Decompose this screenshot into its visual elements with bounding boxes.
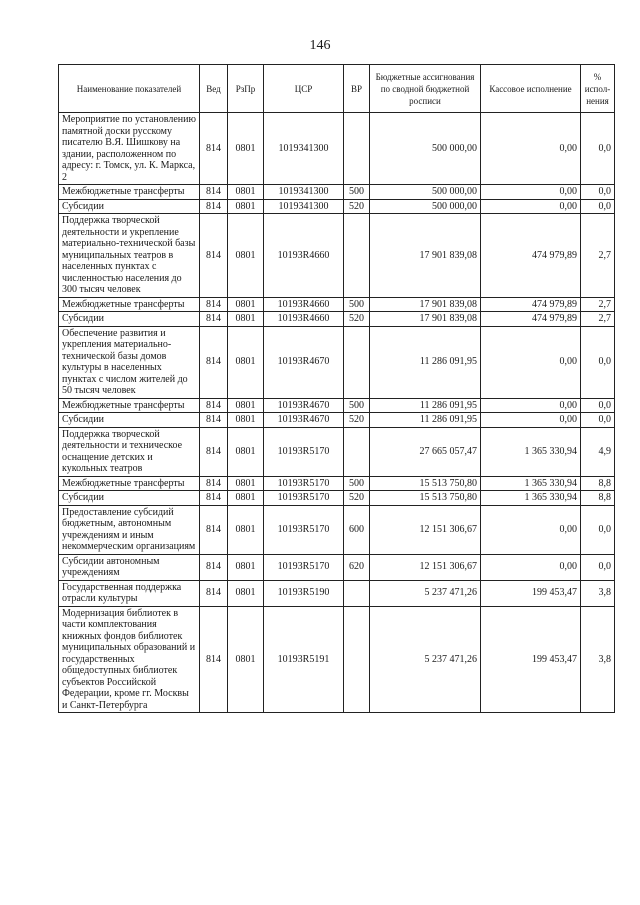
row-rzpr: 0801 — [228, 297, 264, 312]
row-budget: 11 286 091,95 — [370, 326, 481, 398]
row-rzpr: 0801 — [228, 199, 264, 214]
row-csr: 10193R4660 — [264, 214, 344, 298]
row-rzpr: 0801 — [228, 413, 264, 428]
table-row — [59, 326, 615, 398]
header-cash: Кассовое исполнение — [481, 65, 581, 113]
row-csr: 1019341300 — [264, 199, 344, 214]
table-row — [59, 554, 615, 580]
row-name: Поддержка творческой деятельности и укрепление материально-технической базы муниципальных театров в населенных пунктах с численностью населения до 300 тысяч человек — [59, 214, 200, 298]
table-row — [59, 199, 615, 214]
row-rzpr: 0801 — [228, 214, 264, 298]
row-vr: 500 — [344, 297, 370, 312]
row-pct: 0,0 — [581, 554, 615, 580]
row-ved: 814 — [200, 214, 228, 298]
header-ved: Вед — [200, 65, 228, 113]
row-vr — [344, 606, 370, 713]
row-cash: 1 365 330,94 — [481, 491, 581, 506]
row-cash: 1 365 330,94 — [481, 427, 581, 476]
table-row — [59, 113, 615, 185]
row-name: Межбюджетные трансферты — [59, 297, 200, 312]
row-cash: 199 453,47 — [481, 606, 581, 713]
row-budget: 500 000,00 — [370, 185, 481, 200]
row-vr: 620 — [344, 554, 370, 580]
row-pct: 0,0 — [581, 199, 615, 214]
row-budget: 15 513 750,80 — [370, 491, 481, 506]
table-row — [59, 505, 615, 554]
row-name: Предоставление субсидий бюджетным, автономным учреждениям и иным некоммерческим организациям — [59, 505, 200, 554]
row-rzpr: 0801 — [228, 491, 264, 506]
row-pct: 4,9 — [581, 427, 615, 476]
row-budget: 27 665 057,47 — [370, 427, 481, 476]
row-ved: 814 — [200, 580, 228, 606]
row-rzpr: 0801 — [228, 185, 264, 200]
row-vr — [344, 326, 370, 398]
table-row — [59, 476, 615, 491]
header-name: Наименование показателей — [59, 65, 200, 113]
row-budget: 500 000,00 — [370, 199, 481, 214]
row-csr: 10193R4670 — [264, 413, 344, 428]
row-cash: 0,00 — [481, 413, 581, 428]
row-vr: 520 — [344, 413, 370, 428]
page-number: 146 — [309, 38, 331, 53]
row-cash: 199 453,47 — [481, 580, 581, 606]
row-rzpr: 0801 — [228, 505, 264, 554]
row-budget: 15 513 750,80 — [370, 476, 481, 491]
row-rzpr: 0801 — [228, 580, 264, 606]
row-name: Межбюджетные трансферты — [59, 398, 200, 413]
row-name: Субсидии автономным учреждениям — [59, 554, 200, 580]
table-row — [59, 491, 615, 506]
row-ved: 814 — [200, 326, 228, 398]
row-vr: 600 — [344, 505, 370, 554]
row-ved: 814 — [200, 185, 228, 200]
row-budget: 5 237 471,26 — [370, 580, 481, 606]
row-vr: 500 — [344, 398, 370, 413]
row-vr — [344, 113, 370, 185]
row-cash: 474 979,89 — [481, 214, 581, 298]
row-budget: 12 151 306,67 — [370, 505, 481, 554]
row-vr: 520 — [344, 491, 370, 506]
row-name: Субсидии — [59, 491, 200, 506]
row-pct: 0,0 — [581, 398, 615, 413]
row-csr: 1019341300 — [264, 113, 344, 185]
table-row — [59, 606, 615, 713]
row-name: Субсидии — [59, 413, 200, 428]
row-ved: 814 — [200, 398, 228, 413]
row-rzpr: 0801 — [228, 554, 264, 580]
row-name: Мероприятие по установлению памятной доски русскому писателю В.Я. Шишкову на здании, расположенном по адресу: г. Томск, ул. К. Маркса, 2 — [59, 113, 200, 185]
header-pct: % испол-нения — [581, 65, 615, 113]
row-pct: 2,7 — [581, 214, 615, 298]
row-ved: 814 — [200, 427, 228, 476]
row-cash: 0,00 — [481, 199, 581, 214]
header-rzpr: РзПр — [228, 65, 264, 113]
row-csr: 10193R4670 — [264, 326, 344, 398]
row-vr — [344, 580, 370, 606]
row-rzpr: 0801 — [228, 427, 264, 476]
row-rzpr: 0801 — [228, 476, 264, 491]
row-ved: 814 — [200, 413, 228, 428]
row-name: Межбюджетные трансферты — [59, 185, 200, 200]
row-cash: 0,00 — [481, 185, 581, 200]
row-budget: 11 286 091,95 — [370, 398, 481, 413]
row-ved: 814 — [200, 554, 228, 580]
table-row — [59, 214, 615, 298]
row-pct: 0,0 — [581, 326, 615, 398]
row-vr: 520 — [344, 199, 370, 214]
row-ved: 814 — [200, 491, 228, 506]
row-pct: 0,0 — [581, 505, 615, 554]
row-pct: 8,8 — [581, 476, 615, 491]
row-vr: 500 — [344, 185, 370, 200]
row-ved: 814 — [200, 312, 228, 327]
row-name: Субсидии — [59, 312, 200, 327]
table-row — [59, 413, 615, 428]
row-vr: 520 — [344, 312, 370, 327]
row-name: Межбюджетные трансферты — [59, 476, 200, 491]
row-rzpr: 0801 — [228, 312, 264, 327]
table-row — [59, 427, 615, 476]
table-row — [59, 398, 615, 413]
row-ved: 814 — [200, 113, 228, 185]
row-ved: 814 — [200, 505, 228, 554]
row-csr: 10193R5170 — [264, 427, 344, 476]
row-rzpr: 0801 — [228, 113, 264, 185]
row-vr — [344, 427, 370, 476]
table-header-row — [59, 65, 615, 113]
row-ved: 814 — [200, 297, 228, 312]
row-name: Государственная поддержка отрасли культуры — [59, 580, 200, 606]
row-ved: 814 — [200, 476, 228, 491]
row-pct: 0,0 — [581, 185, 615, 200]
row-budget: 11 286 091,95 — [370, 413, 481, 428]
row-pct: 0,0 — [581, 413, 615, 428]
table-row — [59, 312, 615, 327]
row-budget: 500 000,00 — [370, 113, 481, 185]
row-pct: 0,0 — [581, 113, 615, 185]
row-csr: 10193R5170 — [264, 554, 344, 580]
row-rzpr: 0801 — [228, 398, 264, 413]
row-budget: 17 901 839,08 — [370, 312, 481, 327]
row-pct: 2,7 — [581, 297, 615, 312]
row-rzpr: 0801 — [228, 326, 264, 398]
row-cash: 0,00 — [481, 505, 581, 554]
row-cash: 0,00 — [481, 113, 581, 185]
row-csr: 1019341300 — [264, 185, 344, 200]
row-name: Обеспечение развития и укрепления материально-технической базы домов культуры в населенных пунктах с числом жителей до 50 тысяч человек — [59, 326, 200, 398]
row-cash: 1 365 330,94 — [481, 476, 581, 491]
row-name: Поддержка творческой деятельности и техническое оснащение детских и кукольных театров — [59, 427, 200, 476]
row-cash: 0,00 — [481, 398, 581, 413]
row-rzpr: 0801 — [228, 606, 264, 713]
row-pct: 3,8 — [581, 606, 615, 713]
row-pct: 3,8 — [581, 580, 615, 606]
row-cash: 474 979,89 — [481, 297, 581, 312]
budget-table — [58, 64, 615, 713]
row-ved: 814 — [200, 199, 228, 214]
table-row — [59, 580, 615, 606]
table-row — [59, 297, 615, 312]
header-csr: ЦСР — [264, 65, 344, 113]
row-vr — [344, 214, 370, 298]
row-pct: 8,8 — [581, 491, 615, 506]
row-vr: 500 — [344, 476, 370, 491]
row-name: Субсидии — [59, 199, 200, 214]
header-vr: ВР — [344, 65, 370, 113]
row-budget: 5 237 471,26 — [370, 606, 481, 713]
row-budget: 12 151 306,67 — [370, 554, 481, 580]
row-ved: 814 — [200, 606, 228, 713]
header-budget: Бюджетные ассигнования по сводной бюджетной росписи — [370, 65, 481, 113]
row-cash: 0,00 — [481, 554, 581, 580]
row-csr: 10193R5191 — [264, 606, 344, 713]
row-csr: 10193R5170 — [264, 505, 344, 554]
row-pct: 2,7 — [581, 312, 615, 327]
row-csr: 10193R4660 — [264, 312, 344, 327]
table-row — [59, 185, 615, 200]
row-csr: 10193R4660 — [264, 297, 344, 312]
row-csr: 10193R4670 — [264, 398, 344, 413]
row-name: Модернизация библиотек в части комплектования книжных фондов библиотек муниципальных образований и государственных общедоступных библиотек субъектов Российской Федерации, кроме гг. Москвы и Санкт-Петербурга — [59, 606, 200, 713]
row-cash: 474 979,89 — [481, 312, 581, 327]
row-csr: 10193R5170 — [264, 491, 344, 506]
row-cash: 0,00 — [481, 326, 581, 398]
row-csr: 10193R5170 — [264, 476, 344, 491]
row-budget: 17 901 839,08 — [370, 214, 481, 298]
row-csr: 10193R5190 — [264, 580, 344, 606]
row-budget: 17 901 839,08 — [370, 297, 481, 312]
